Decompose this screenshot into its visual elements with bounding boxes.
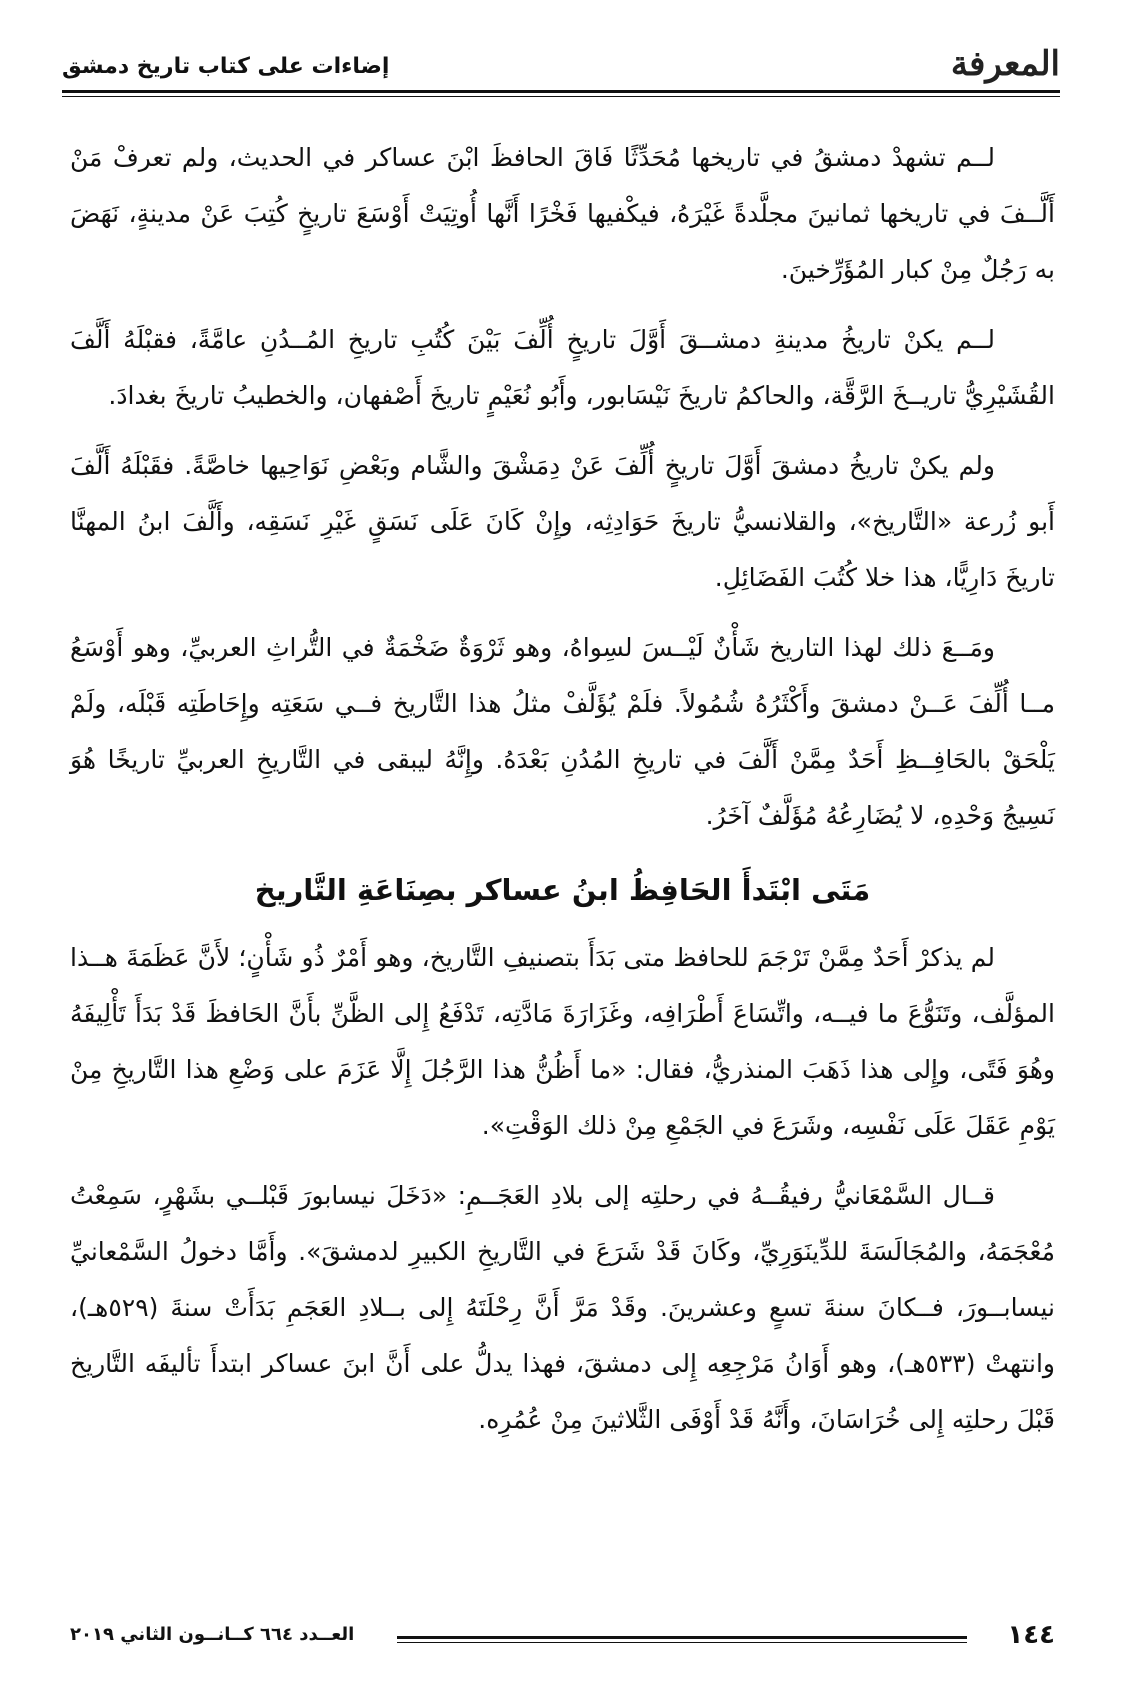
paragraph: لــم تشهدْ دمشقُ في تاريخها مُحَدِّثًا فَاقَ الحافظَ ابْنَ عساكر في الحديث، ولم تعرفْ مَنْ أَلَّــفَ في تاريخها ثمانينَ مجلَّدةً غَيْرَهُ، فيكْفيها فَخْرًا أَنَّها أُوتِيَتْ أَوْسَعَ تاريخٍ كُتِبَ عَنْ مدينةٍ، نَهَضَ به رَجُلٌ مِنْ كبار المُؤَرِّخينَ. — [70, 143, 1055, 284]
article-body — [70, 130, 1055, 1462]
paragraph: قــال السَّمْعَانيُّ رفيقُــهُ في رحلتِه إلى بلادِ العَجَــمِ: «دَخَلَ نيسابورَ قَبْلــي بشَهْرٍ، سَمِعْتُ مُعْجَمَهُ، والمُجَالَسَةَ للدِّينَوَرِيِّ، وكَانَ قَدْ شَرَعَ في التَّاريخِ الكبيرِ لدمشقَ». وأَمَّا دخولُ السَّمْعانيِّ نيسابــورَ، فــكانَ سنةَ تسعٍ وعشرينَ. وقَدْ مَرَّ أَنَّ رِحْلَتَهُ إِلى بــلادِ العَجَمِ بَدَأَتْ سنةَ (٥٢٩هـ)، وانتهتْ (٥٣٣هـ)، وهو أَوَانُ مَرْجِعِه إِلى دمشقَ، فهذا يدلُّ على أَنَّ ابنَ عساكر ابتدأَ تأليفَه التَّاريخ قَبْلَ رحلتِه إِلى خُرَاسَانَ، وأَنَّهُ قَدْ أَوْفَى الثَّلاثينَ مِنْ عُمُرِه. — [70, 1181, 1055, 1434]
page-footer — [70, 1620, 1055, 1660]
page-header — [62, 40, 1060, 88]
issue-info: العــدد ٦٦٤ كــانــون الثاني ٢٠١٩ — [70, 1624, 355, 1645]
header-rule — [62, 90, 1060, 93]
footer-rule-thin — [397, 1642, 967, 1643]
running-title: إضاءات على كتاب تاريخ دمشق — [62, 54, 390, 79]
header-rule-thin — [62, 96, 1060, 97]
paragraph: لــم يكنْ تاريخُ مدينةِ دمشــقَ أَوَّلَ تاريخٍ أُلِّفَ بَيْنَ كُتُبِ تاريخِ المُــدُنِ عامَّةً، فقبْلَهُ أَلَّفَ القُشَيْرِيُّ تاريــخَ الرَّقَّة، والحاكمُ تاريخَ نَيْسَابور، وأَبُو نُعَيْمٍ تاريخَ أَصْفهان، والخطيبُ تاريخَ بغدادَ. — [70, 325, 1055, 410]
magazine-logo: المعرفة — [950, 44, 1060, 84]
page-number: ١٤٤ — [1007, 1620, 1055, 1650]
section-heading: مَتَى ابْتَدأَ الحَافِظُ ابنُ عساكر بصِنَاعَةِ التَّاريخ — [254, 873, 871, 907]
paragraph: ومَــعَ ذلك لهذا التاريخ شَأْنٌ لَيْــسَ لسِواهُ، وهو ثَرْوَةٌ ضَخْمَةٌ في التُّراثِ العربيِّ، وهو أَوْسَعُ مــا أُلِّفَ عَــنْ دمشقَ وأَكْثَرُهُ شُمُولاً. فلَمْ يُؤَلَّفْ مثلُ هذا التَّاريخ فــي سَعَتِه وإِحَاطَتِه قَبْلَه، ولَمْ يَلْحَقْ بالحَافِــظِ أَحَدٌ مِمَّنْ أَلَّفَ في تاريخِ المُدُنِ بَعْدَهُ. وإِنَّهُ ليبقى في التَّاريخِ العربيِّ تاريخًا هُوَ نَسِيجُ وَحْدِهِ، لا يُضَارِعُهُ مُؤَلَّفٌ آخَرُ. — [70, 633, 1055, 830]
paragraph: لم يذكرْ أَحَدٌ مِمَّنْ تَرْجَمَ للحافظ متى بَدَأَ بتصنيفِ التَّاريخ، وهو أَمْرٌ ذُو شَأْنٍ؛ لأَنَّ عَظَمَةَ هــذا المؤلَّف، وتَنَوُّعَ ما فيــه، واتِّسَاعَ أَطْرَافِه، وغَزَارَةَ مَادَّتِه، تَدْفَعُ إِلى الظَّنِّ بأَنَّ الحَافظَ قَدْ بَدَأَ تَأْلِيفَهُ وهُوَ فَتًى، وإِلى هذا ذَهَبَ المنذريُّ، فقال: «ما أَظُنُّ هذا الرَّجُلَ إِلَّا عَزَمَ على وَضْعِ هذا التَّاريخِ مِنْ يَوْمِ عَقَلَ عَلَى نَفْسِه، وشَرَعَ في الجَمْعِ مِنْ ذلك الوَقْتِ». — [70, 943, 1055, 1140]
footer-rule — [397, 1636, 967, 1639]
paragraph: ولم يكنْ تاريخُ دمشقَ أَوَّلَ تاريخٍ أُلِّفَ عَنْ دِمَشْقَ والشَّام وبَعْضِ نَوَاحِيها خاصَّةً. فقَبْلَهُ أَلَّفَ أَبو زُرعة «التَّاريخ»، والقلانسيُّ تاريخَ حَوَادِثِه، وإِنْ كَانَ عَلَى نَسَقٍ غَيْرِ نَسَقِه، وأَلَّفَ ابنُ المهنَّا تاريخَ دَارِيًّا، هذا خلا كُتُبَ الفَضَائِلِ. — [70, 451, 1055, 592]
